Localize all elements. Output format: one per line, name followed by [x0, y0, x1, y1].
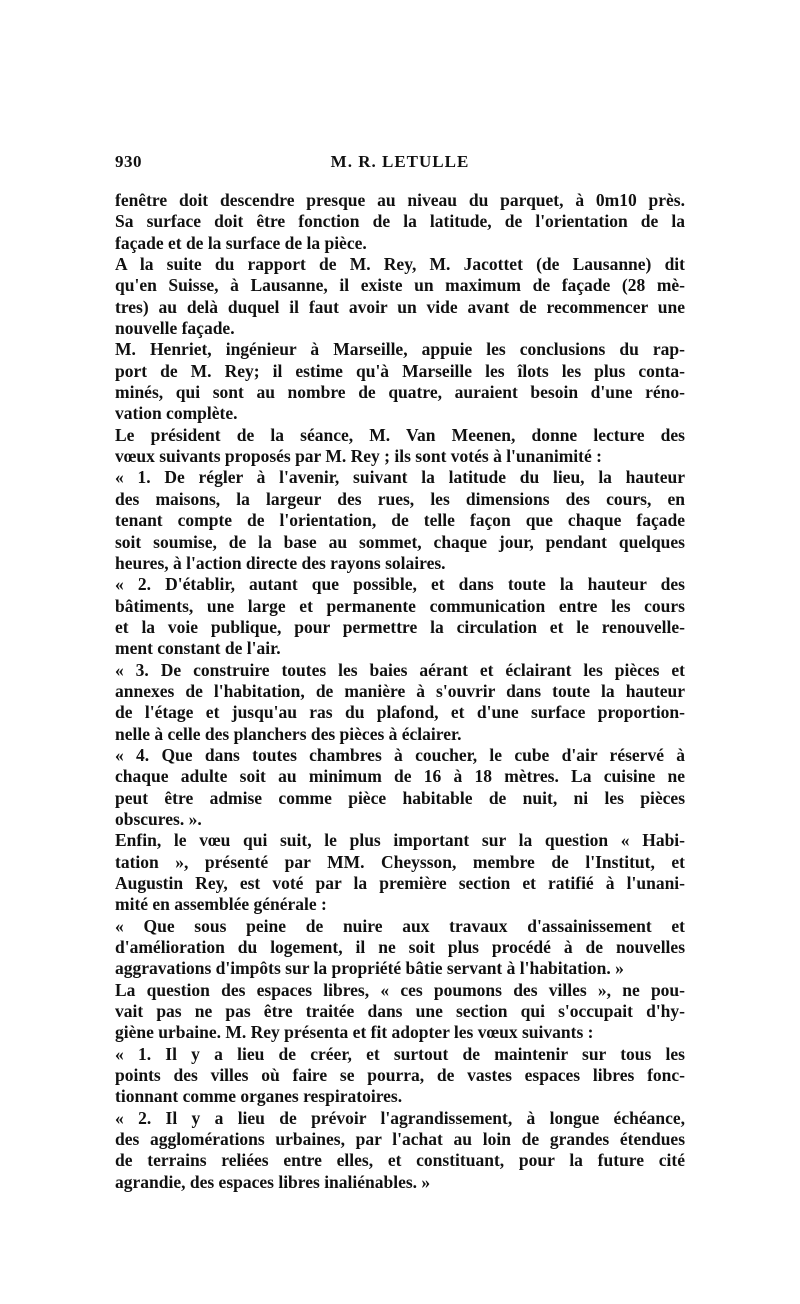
text-line: « 2. D'établir, autant que possible, et dans toute la hauteur des — [115, 574, 685, 595]
text-line: Le président de la séance, M. Van Meenen, donne lecture des — [115, 424, 685, 445]
text-line: tation », présenté par MM. Cheysson, membre de l'Institut, et — [115, 851, 685, 872]
text-line: peut être admise comme pièce habitable de nuit, ni les pièces — [115, 787, 685, 808]
text-line: agrandie, des espaces libres inaliénables. » — [115, 1171, 431, 1192]
text-line: vation complète. — [115, 403, 238, 424]
body-text — [115, 190, 685, 1193]
text-line: Enfin, le vœu qui suit, le plus important sur la question « Habi- — [115, 830, 685, 851]
text-line: port de M. Rey; il estime qu'à Marseille les îlots les plus conta- — [115, 360, 685, 381]
text-line: et la voie publique, pour permettre la circulation et le renouvelle- — [115, 616, 685, 637]
text-line: « 1. De régler à l'avenir, suivant la latitude du lieu, la hauteur — [115, 467, 685, 488]
text-line: M. Henriet, ingénieur à Marseille, appuie les conclusions du rap- — [115, 339, 685, 360]
text-line: heures, à l'action directe des rayons solaires. — [115, 552, 446, 573]
text-line: d'amélioration du logement, il ne soit plus procédé à de nouvelles — [115, 937, 685, 958]
text-line: La question des espaces libres, « ces poumons des villes », ne pou- — [115, 979, 685, 1000]
text-line: « 4. Que dans toutes chambres à coucher, le cube d'air réservé à — [115, 744, 685, 765]
text-line: vait pas ne pas être traitée dans une section qui s'occupait d'hy- — [115, 1001, 685, 1022]
text-line: soit soumise, de la base au sommet, chaque jour, pendant quelques — [115, 531, 685, 552]
text-line: aggravations d'impôts sur la propriété bâtie servant à l'habitation. » — [115, 958, 624, 979]
text-line: points des villes où faire se pourra, de vastes espaces libres fonc- — [115, 1065, 685, 1086]
text-line: de l'étage et jusqu'au ras du plafond, et d'une surface proportion- — [115, 702, 685, 723]
text-line: ment constant de l'air. — [115, 638, 281, 659]
text-line: chaque adulte soit au minimum de 16 à 18 mètres. La cuisine ne — [115, 766, 685, 787]
text-line: annexes de l'habitation, de manière à s'ouvrir dans toute la hauteur — [115, 680, 685, 701]
page-header — [115, 152, 685, 176]
text-line: minés, qui sont au nombre de quatre, auraient besoin d'une réno- — [115, 382, 685, 403]
text-line: vœux suivants proposés par M. Rey ; ils sont votés à l'unanimité : — [115, 446, 602, 467]
text-line: tenant compte de l'orientation, de telle façon que chaque façade — [115, 510, 685, 531]
text-line: mité en assemblée générale : — [115, 894, 327, 915]
text-line: « 1. Il y a lieu de créer, et surtout de maintenir sur tous les — [115, 1043, 685, 1064]
text-line: des maisons, la largeur des rues, les dimensions des cours, en — [115, 488, 685, 509]
text-line: obscures. ». — [115, 808, 202, 829]
text-line: giène urbaine. M. Rey présenta et fit adopter les vœux suivants : — [115, 1022, 594, 1043]
text-line: « Que sous peine de nuire aux travaux d'assainissement et — [115, 915, 685, 936]
text-line: fenêtre doit descendre presque au niveau du parquet, à 0m10 près. — [115, 190, 685, 210]
text-line: Sa surface doit être fonction de la latitude, de l'orientation de la — [115, 211, 685, 232]
text-line: A la suite du rapport de M. Rey, M. Jacottet (de Lausanne) dit — [115, 254, 685, 275]
text-line: de terrains reliées entre elles, et constituant, pour la future cité — [115, 1150, 685, 1171]
text-line: tres) au delà duquel il faut avoir un vide avant de recommencer une — [115, 296, 685, 317]
text-line: « 3. De construire toutes les baies aérant et éclairant les pièces et — [115, 659, 685, 680]
text-line: façade et de la surface de la pièce. — [115, 232, 367, 253]
text-line: bâtiments, une large et permanente communication entre les cours — [115, 595, 685, 616]
text-line: nelle à celle des planchers des pièces à éclairer. — [115, 723, 462, 744]
text-line: Augustin Rey, est voté par la première section et ratifié à l'unani- — [115, 873, 685, 893]
running-head: M. R. LETULLE — [330, 152, 470, 171]
text-line: des agglomérations urbaines, par l'achat au loin de grandes étendues — [115, 1129, 685, 1150]
text-line: nouvelle façade. — [115, 318, 235, 339]
text-line: tionnant comme organes respiratoires. — [115, 1086, 403, 1107]
text-line: « 2. Il y a lieu de prévoir l'agrandissement, à longue échéance, — [115, 1107, 685, 1128]
text-line: qu'en Suisse, à Lausanne, il existe un maximum de façade (28 mè- — [115, 275, 685, 296]
page-number: 930 — [115, 152, 142, 171]
